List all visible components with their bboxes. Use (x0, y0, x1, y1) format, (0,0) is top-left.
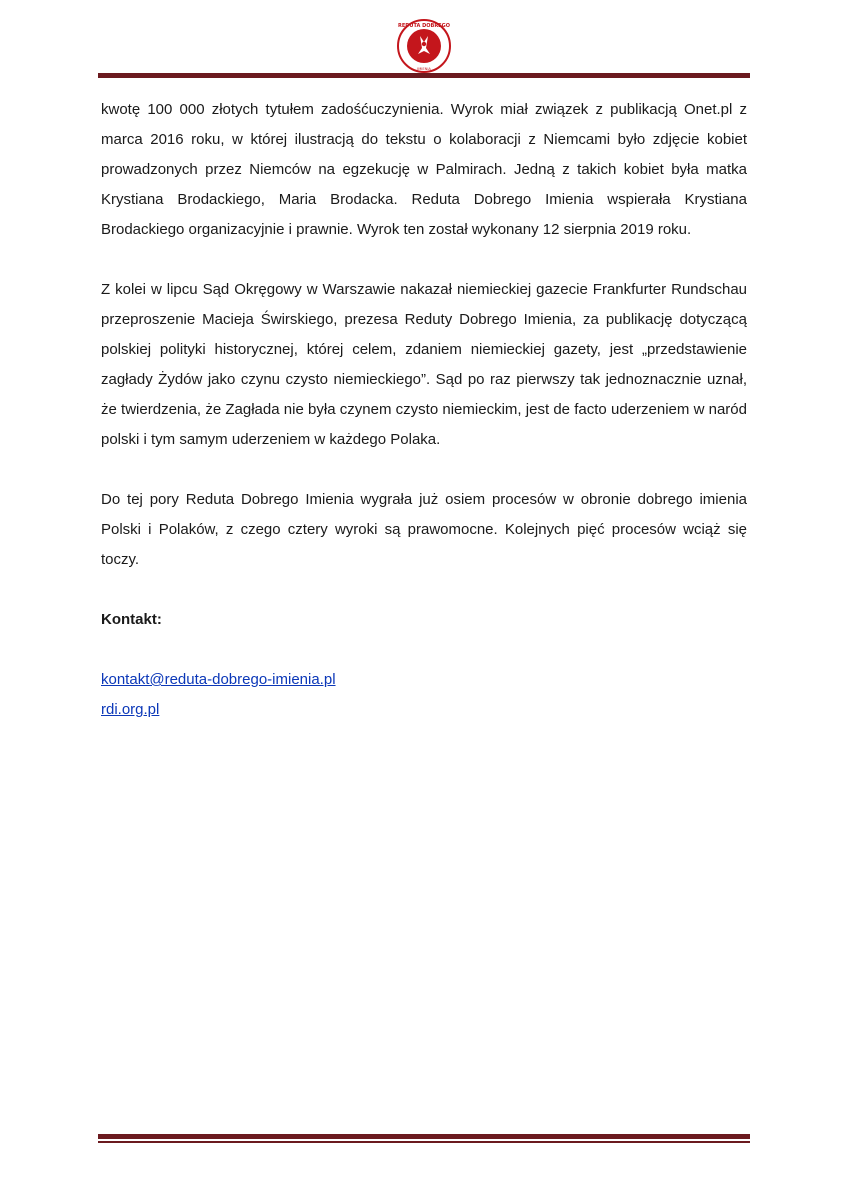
rdi-logo (396, 18, 452, 74)
svg-text:IMIENIA: IMIENIA (417, 67, 431, 71)
svg-text:REDUTA DOBREGO: REDUTA DOBREGO (398, 23, 450, 29)
document-body (101, 95, 747, 725)
footer-rule (98, 1134, 750, 1139)
paragraph-2: Z kolei w lipcu Sąd Okręgowy w Warszawie nakazał niemieckiej gazecie Frankfurter Rundschau przeproszenie Macieja Świrskiego, prezesa Reduty Dobrego Imienia, za publikację dotyczącą polskiej polityki historycznej, której celem, zdaniem niemieckiej gazety, jest „przedstawienie zagłady Żydów jako czynu czysto niemieckiego”. Sąd po raz pierwszy tak jednoznacznie uznał, że twierdzenia, że Zagłada nie była czynem czysto niemieckim, jest de facto uderzeniem w naród polski i tym samym uderzeniem w każdego Polaka. (101, 281, 747, 448)
header-rule (98, 73, 750, 78)
contact-title: Kontakt: (101, 611, 162, 628)
contact-email-link[interactable]: kontakt@reduta-dobrego-imienia.pl (101, 671, 336, 688)
paragraph-3: Do tej pory Reduta Dobrego Imienia wygrała już osiem procesów w obronie dobrego imienia Polski i Polaków, z czego cztery wyroki są prawomocne. Kolejnych pięć procesów wciąż się toczy. (101, 491, 747, 568)
contact-section (101, 605, 747, 725)
contact-website-link[interactable]: rdi.org.pl (101, 701, 160, 718)
rdi-logo-icon (396, 18, 452, 74)
paragraph-1: kwotę 100 000 złotych tytułem zadośćuczynienia. Wyrok miał związek z publikacją Onet.pl z marca 2016 roku, w której ilustracją do tekstu o kolaboracji z Niemcami było zdjęcie kobiet prowadzonych przez Niemców na egzekucję w Palmirach. Jedną z takich kobiet była matka Krystiana Brodackiego, Maria Brodacka. Reduta Dobrego Imienia wspierała Krystiana Brodackiego organizacyjnie i prawnie. Wyrok ten został wykonany 12 sierpnia 2019 roku. (101, 101, 747, 238)
